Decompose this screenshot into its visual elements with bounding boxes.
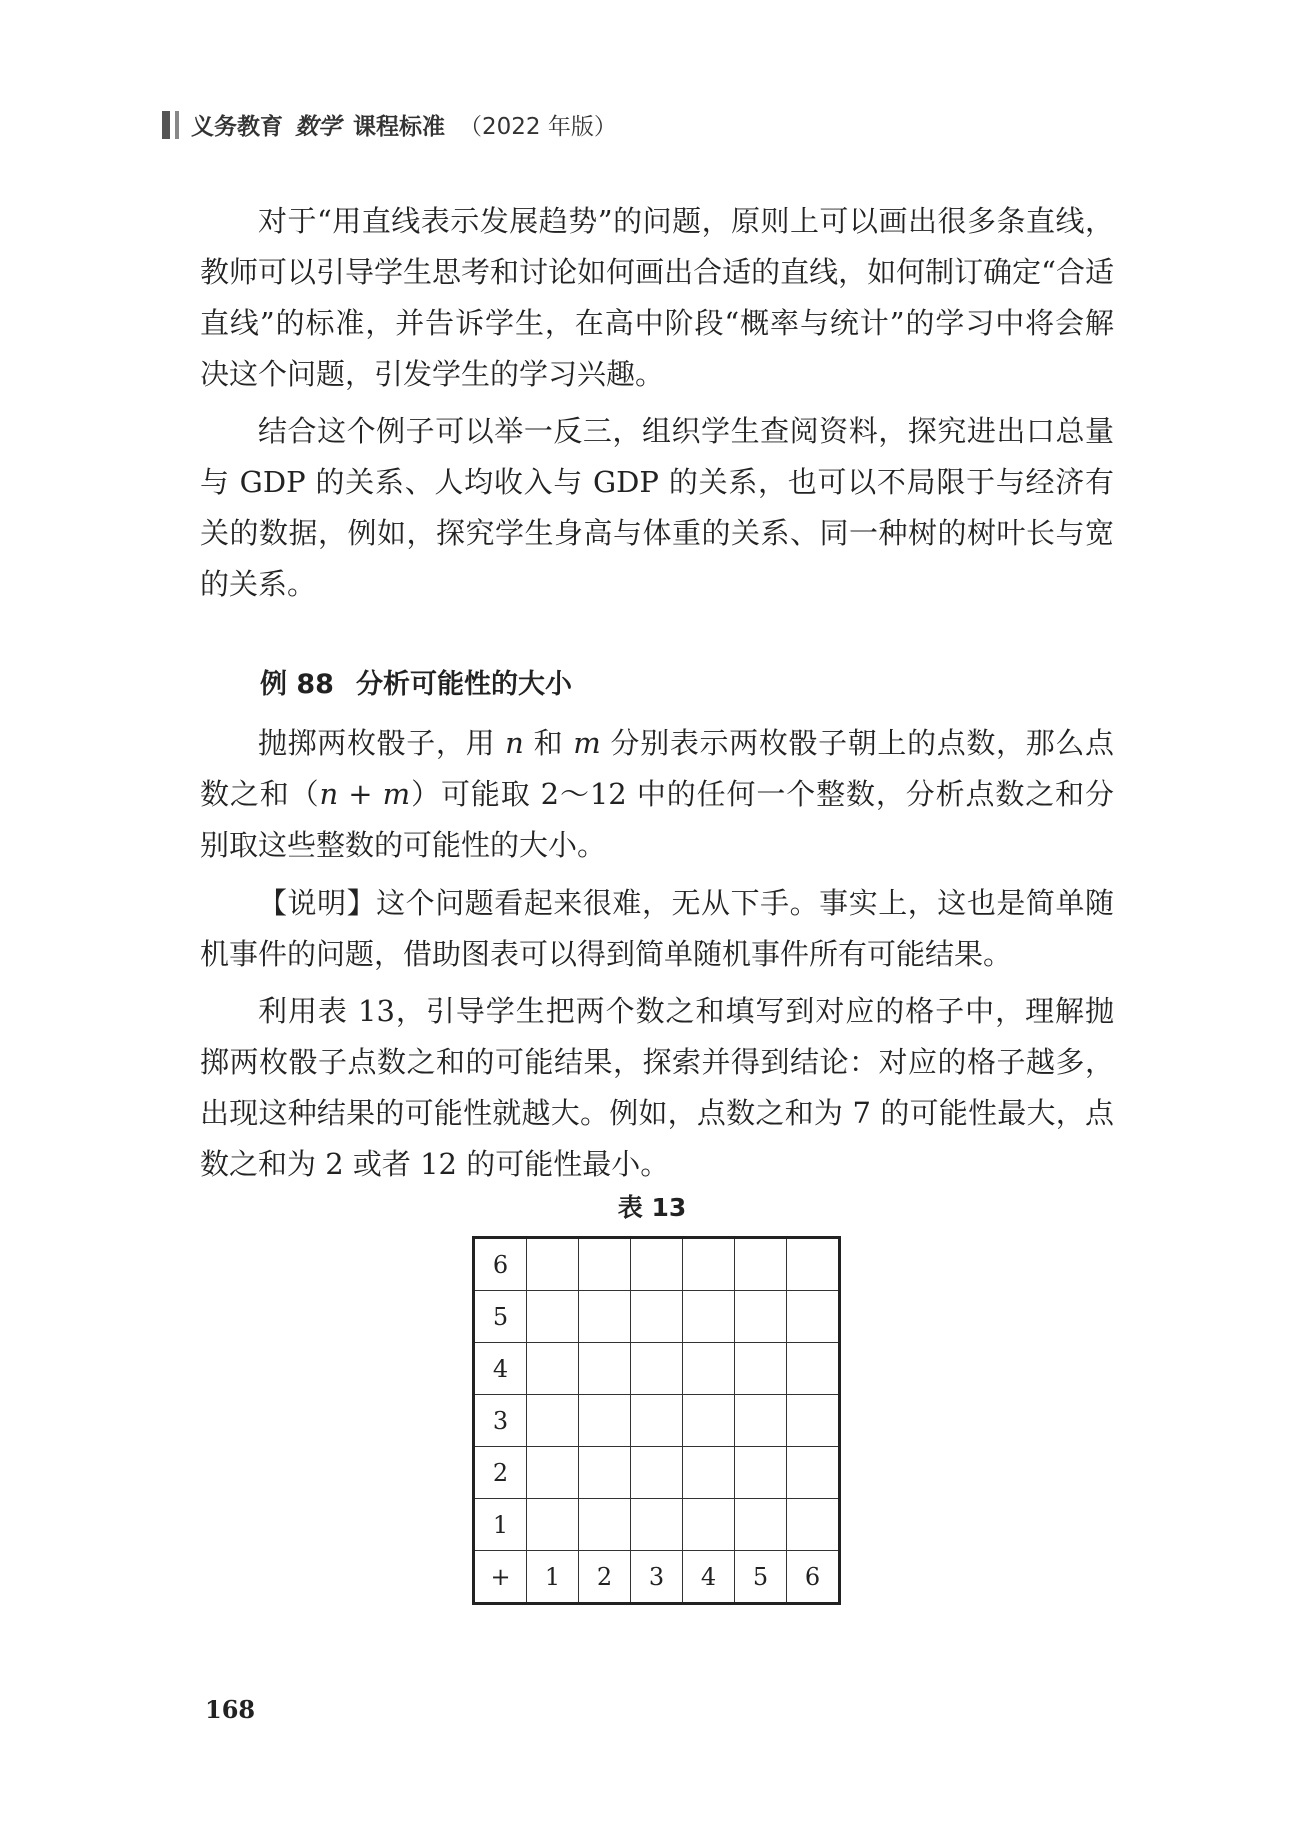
- p3-text: 和: [523, 726, 574, 760]
- table-cell: [735, 1343, 787, 1395]
- row-header-cell: 1: [474, 1499, 527, 1551]
- table-cell: [631, 1395, 683, 1447]
- table-cell: [527, 1291, 579, 1343]
- table-cell: [579, 1343, 631, 1395]
- table-cell: [527, 1395, 579, 1447]
- table-row: [474, 1395, 840, 1447]
- table-row: [474, 1238, 840, 1291]
- example-number: 例 88: [260, 669, 334, 700]
- table-cell: [527, 1499, 579, 1551]
- example-title: 分析可能性的大小: [355, 669, 572, 700]
- paragraph-1: 对于“用直线表示发展趋势”的问题，原则上可以画出很多条直线，教师可以引导学生思考和讨论如何画出合适的直线，如何制订确定“合适直线”的标准，并告诉学生，在高中阶段“概率与统计”的学习中将会解决这个问题，引发学生的学习兴趣。: [200, 204, 1114, 391]
- paragraph-3: [200, 718, 1114, 871]
- table-cell: [631, 1447, 683, 1499]
- table-cell: [631, 1291, 683, 1343]
- paragraph-2: 结合这个例子可以举一反三，组织学生查阅资料，探究进出口总量与 GDP 的关系、人均收入与 GDP 的关系，也可以不局限于与经济有关的数据，例如，探究学生身高与体重的关系、同一种树的树叶长与宽的关系。: [200, 414, 1114, 601]
- dice-sum-table: [472, 1236, 841, 1605]
- p3-text: 分别表示两枚骰子朝上的点数，那么点数之和（: [200, 726, 1114, 811]
- math-n: n: [505, 726, 524, 760]
- table-row: [474, 1343, 840, 1395]
- row-header-cell: 3: [474, 1395, 527, 1447]
- table-row: [474, 1499, 840, 1551]
- table-cell: [579, 1447, 631, 1499]
- table-cell: [527, 1447, 579, 1499]
- table-cell: [787, 1291, 840, 1343]
- row-header-cell: 5: [474, 1291, 527, 1343]
- table-cell: [683, 1447, 735, 1499]
- table-cell: [683, 1343, 735, 1395]
- table-cell: [787, 1447, 840, 1499]
- row-header-cell: 4: [474, 1343, 527, 1395]
- page-number: 168: [205, 1695, 256, 1724]
- row-header-cell: 2: [474, 1447, 527, 1499]
- table-cell: [787, 1499, 840, 1551]
- table-cell: [735, 1238, 787, 1291]
- row-header-cell: +: [474, 1551, 527, 1604]
- table-cell: [735, 1447, 787, 1499]
- math-m: m: [573, 726, 601, 760]
- table-cell: [735, 1395, 787, 1447]
- header-bar-icon: [175, 111, 179, 139]
- table-cell: [787, 1395, 840, 1447]
- table-row: [474, 1447, 840, 1499]
- p3-text: 抛掷两枚骰子，用: [258, 726, 506, 760]
- example-heading: [260, 662, 572, 701]
- table-cell: [527, 1343, 579, 1395]
- running-header: [162, 108, 617, 141]
- paragraph-5: 利用表 13，引导学生把两个数之和填写到对应的格子中，理解抛掷两枚骰子点数之和的可能结果，探索并得到结论：对应的格子越多，出现这种结果的可能性就越大。例如，点数之和为 7 的可能性最大，点数之和为 2 或者 12 的可能性最小。: [200, 994, 1114, 1181]
- table-row: [474, 1551, 840, 1604]
- table-caption: 表 13: [617, 1193, 687, 1222]
- table-cell: [683, 1238, 735, 1291]
- column-header-cell: 5: [735, 1551, 787, 1604]
- p3-text: ）可能取 2～12 中的任何一个整数，分析点数之和分别取这些整数的可能性的大小。: [200, 777, 1114, 862]
- header-edition: （2022 年版）: [459, 114, 617, 140]
- table-cell: [735, 1499, 787, 1551]
- table-cell: [787, 1238, 840, 1291]
- header-title-italic: 数学: [295, 114, 341, 140]
- header-bar-icon: [162, 111, 170, 139]
- table-cell: [579, 1395, 631, 1447]
- row-header-cell: 6: [474, 1238, 527, 1291]
- table-cell: [527, 1238, 579, 1291]
- column-header-cell: 3: [631, 1551, 683, 1604]
- column-header-cell: 4: [683, 1551, 735, 1604]
- table-cell: [787, 1343, 840, 1395]
- table-cell: [579, 1499, 631, 1551]
- header-title-part2: 课程标准: [353, 114, 445, 140]
- header-title-part1: 义务教育: [191, 114, 283, 140]
- table-cell: [683, 1499, 735, 1551]
- table-cell: [631, 1499, 683, 1551]
- table-cell: [683, 1291, 735, 1343]
- paragraph-4: 【说明】这个问题看起来很难，无从下手。事实上，这也是简单随机事件的问题，借助图表可以得到简单随机事件所有可能结果。: [200, 886, 1114, 971]
- column-header-cell: 6: [787, 1551, 840, 1604]
- column-header-cell: 1: [527, 1551, 579, 1604]
- table-cell: [631, 1238, 683, 1291]
- table-cell: [735, 1291, 787, 1343]
- table-cell: [683, 1395, 735, 1447]
- table-row: [474, 1291, 840, 1343]
- table-cell: [579, 1291, 631, 1343]
- column-header-cell: 2: [579, 1551, 631, 1604]
- math-expression: n + m: [319, 777, 411, 811]
- table-cell: [631, 1343, 683, 1395]
- table-cell: [579, 1238, 631, 1291]
